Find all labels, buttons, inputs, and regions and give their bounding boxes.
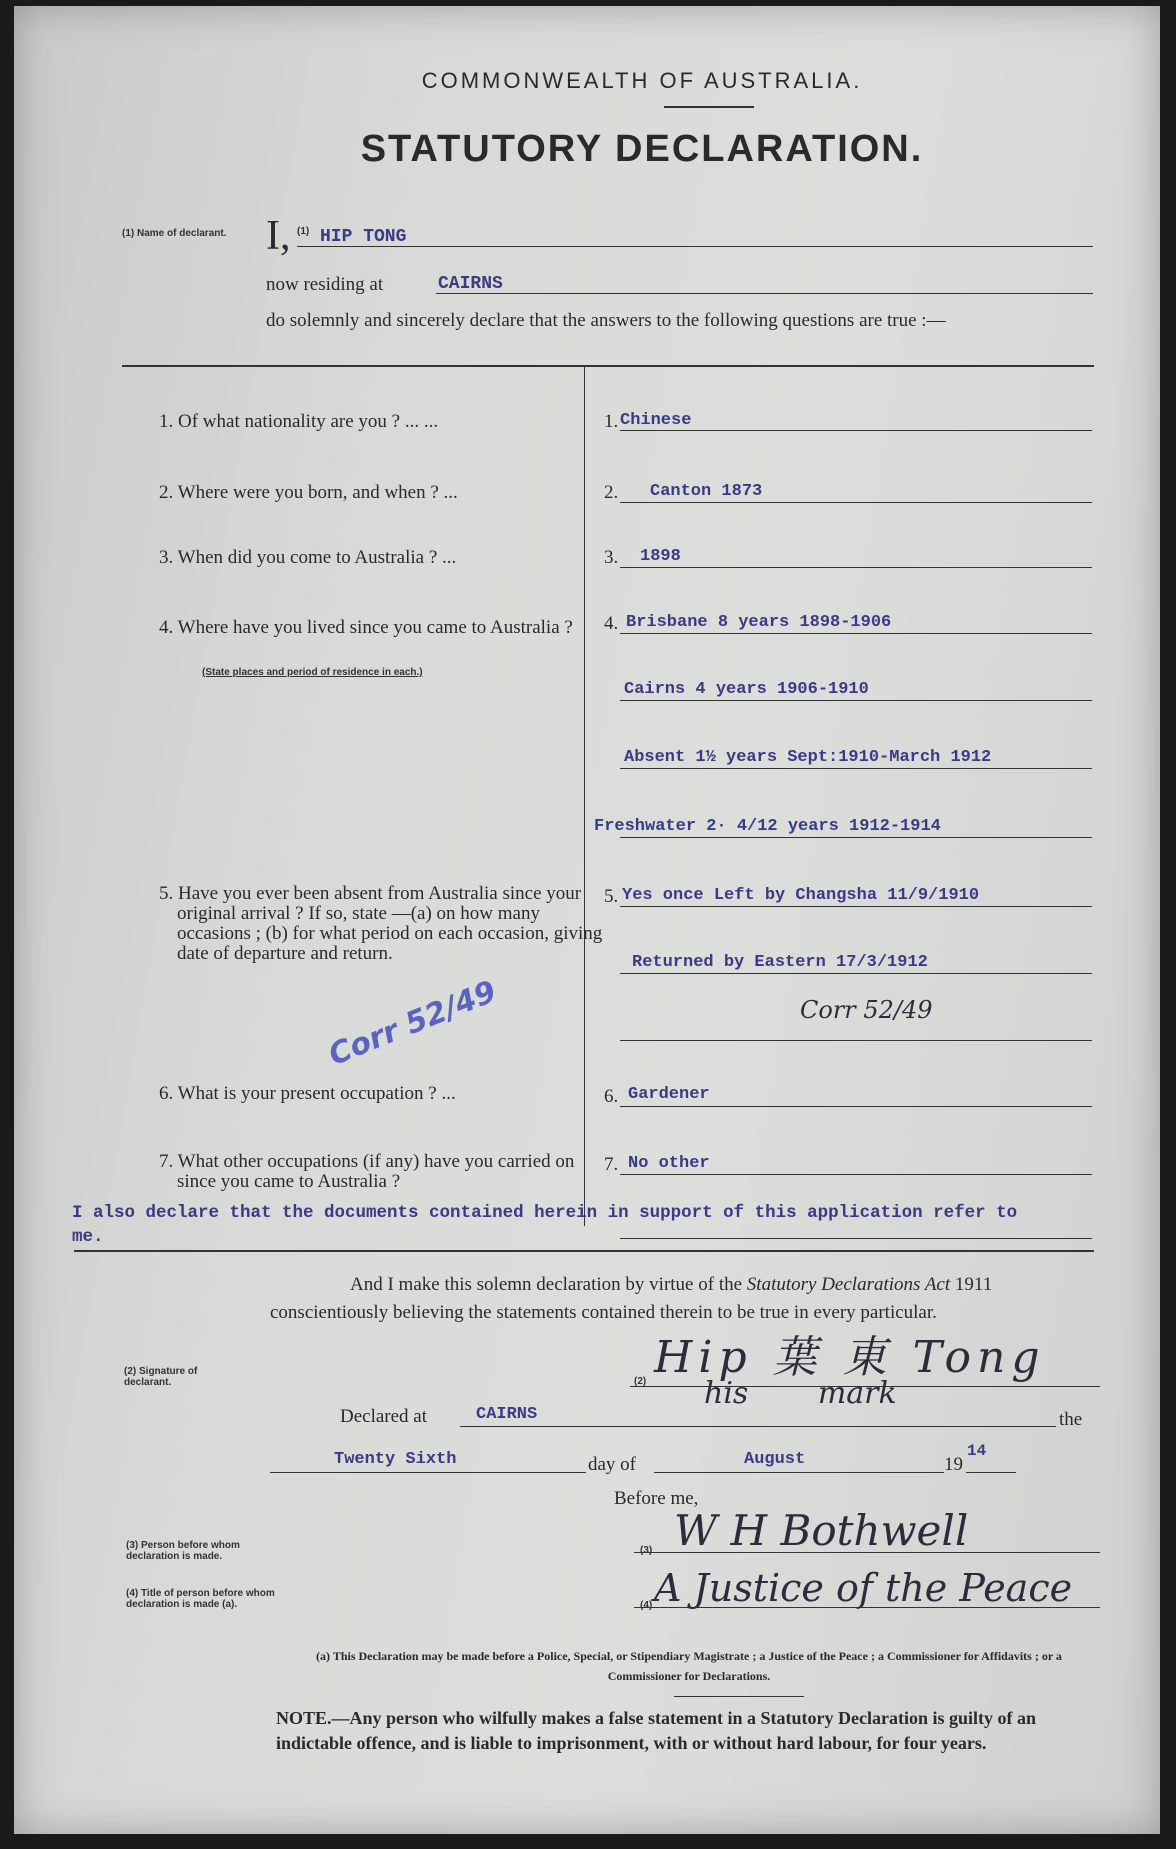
answer-6: Gardener <box>628 1085 710 1104</box>
answer-1-line <box>620 430 1092 431</box>
column-divider <box>584 366 585 1226</box>
residing-line <box>436 293 1093 294</box>
declared-at-value: CAIRNS <box>476 1405 538 1424</box>
declaration-sheet <box>14 6 1160 1834</box>
witness-ref-4: (4) <box>640 1600 653 1611</box>
day-value: Twenty Sixth <box>334 1450 457 1469</box>
declarant-signature: Hip 葉 東 Tong <box>654 1332 1046 1383</box>
question-7: 7. What other occupations (if any) have you carried on since you came to Australia ? <box>159 1151 575 1192</box>
day-of-label: day of <box>588 1454 637 1475</box>
answer-2-num: 2. <box>604 482 619 503</box>
answer-5b-line <box>620 973 1092 974</box>
mid-rule <box>74 1250 1094 1252</box>
day-line <box>270 1472 586 1473</box>
year-line <box>966 1472 1016 1473</box>
footnote-rule <box>674 1696 804 1697</box>
blue-annotation: Corr 52/49 <box>323 974 502 1073</box>
question-5: 5. Have you ever been absent from Australia since your original arrival ? If so, state —(a) on how many occasions ; (b) for what period on each occasion, giving date of departure and return. <box>159 883 603 964</box>
month-value: August <box>744 1450 806 1469</box>
corr-note: Corr 52/49 <box>800 996 933 1024</box>
answer-4b-line <box>620 700 1092 701</box>
declarant-ref: (1) <box>297 226 310 237</box>
answer-4-num: 4. <box>604 613 619 634</box>
question-4: 4. Where have you lived since you came to Australia ? <box>159 617 573 638</box>
margin-label-signature: (2) Signature of declarant. <box>124 1366 198 1388</box>
solemn-act-name: Statutory Declarations Act <box>746 1274 951 1295</box>
question-3: 3. When did you come to Australia ? ... <box>159 547 457 568</box>
answer-7-line <box>620 1174 1092 1175</box>
answer-5a-line <box>620 906 1092 907</box>
question-2: 2. Where were you born, and when ? ... <box>159 482 458 503</box>
answer-4d-line <box>620 837 1092 838</box>
declarant-name: HIP TONG <box>320 227 407 247</box>
month-line <box>654 1472 944 1473</box>
declared-at-line <box>460 1426 1056 1427</box>
answer-2: Canton 1873 <box>650 482 763 501</box>
solemn-text-a: And I make this solemn declaration by virtue of the <box>350 1274 743 1295</box>
answer-3-line <box>620 567 1092 568</box>
signature-mark: his mark <box>704 1376 897 1411</box>
declare-text: do solemnly and sincerely declare that the answers to the following questions are true :— <box>266 310 946 331</box>
question-6: 6. What is your present occupation ? ... <box>159 1083 456 1104</box>
witness-ref-3: (3) <box>640 1545 653 1556</box>
answer-5-num: 5. <box>604 886 619 907</box>
header-country: COMMONWEALTH OF AUSTRALIA. <box>421 68 863 93</box>
witness-title: A Justice of the Peace <box>654 1566 1073 1610</box>
answer-6-num: 6. <box>604 1086 619 1107</box>
answer-2-line <box>620 502 1092 503</box>
legal-note: NOTE.—Any person who wilfully makes a false statement in a Statutory Declaration is guilty of an indictable offence, and is liable to imprisonment, with or without hard labour, for four years. <box>276 1708 1036 1753</box>
answer-5b: Returned by Eastern 17/3/1912 <box>632 953 928 972</box>
also-declare-line <box>620 1238 1092 1239</box>
answer-4a-line <box>620 633 1092 634</box>
margin-label-witness: (3) Person before whom declaration is made. <box>126 1540 240 1562</box>
solemn-text <box>270 1271 1100 1327</box>
question-4-sub: (State places and period of residence in each.) <box>202 667 423 678</box>
answer-6-line <box>620 1106 1092 1107</box>
witness-signature: W H Bothwell <box>674 1506 969 1555</box>
before-label: Before me, <box>614 1488 699 1509</box>
answer-1-num: 1. <box>604 411 619 432</box>
year-prefix: 19 <box>944 1454 963 1475</box>
name-line <box>297 246 1093 247</box>
answer-7: No other <box>628 1154 710 1173</box>
top-rule <box>122 365 1094 367</box>
answer-3: 1898 <box>640 547 681 566</box>
answer-1: Chinese <box>620 411 692 430</box>
margin-label-name: (1) Name of declarant. <box>122 228 227 239</box>
declarant-intro: I, <box>266 213 291 259</box>
answer-5c-line <box>620 1040 1092 1041</box>
footnote: (a) This Declaration may be made before a Police, Special, or Stipendiary Magistrate ; a Justice of the Peace ; a Commissioner for Affidavits ; or a Commissioner for Declarations. <box>316 1649 1062 1683</box>
answer-4b: Cairns 4 years 1906-1910 <box>624 680 869 699</box>
declared-the-label: the <box>1059 1409 1083 1430</box>
also-declare: I also declare that the documents contained herein in support of this application refer to me. <box>72 1203 1018 1247</box>
answer-3-num: 3. <box>604 547 619 568</box>
answer-4a: Brisbane 8 years 1898-1906 <box>626 613 892 632</box>
answer-4d: Freshwater 2· 4/12 years 1912-1914 <box>594 817 941 836</box>
margin-label-title: (4) Title of person before whom declaration is made (a). <box>126 1588 275 1610</box>
signature-ref: (2) <box>634 1376 647 1387</box>
answer-5a: Yes once Left by Changsha 11/9/1910 <box>622 886 980 905</box>
header-rule <box>664 106 754 108</box>
header-title: STATUTORY DECLARATION. <box>360 128 924 170</box>
question-1: 1. Of what nationality are you ? ... ... <box>159 411 439 432</box>
residing-value: CAIRNS <box>438 274 503 294</box>
solemn-text-b: 1911 conscientiously believing the statements contained therein to be true in every particular. <box>270 1274 993 1323</box>
answer-4c: Absent 1½ years Sept:1910-March 1912 <box>624 748 992 767</box>
answer-4c-line <box>620 768 1092 769</box>
year-value: 14 <box>967 1442 987 1460</box>
answer-7-num: 7. <box>604 1154 619 1175</box>
residing-label: now residing at <box>266 274 384 295</box>
declared-at-label: Declared at <box>340 1406 428 1427</box>
